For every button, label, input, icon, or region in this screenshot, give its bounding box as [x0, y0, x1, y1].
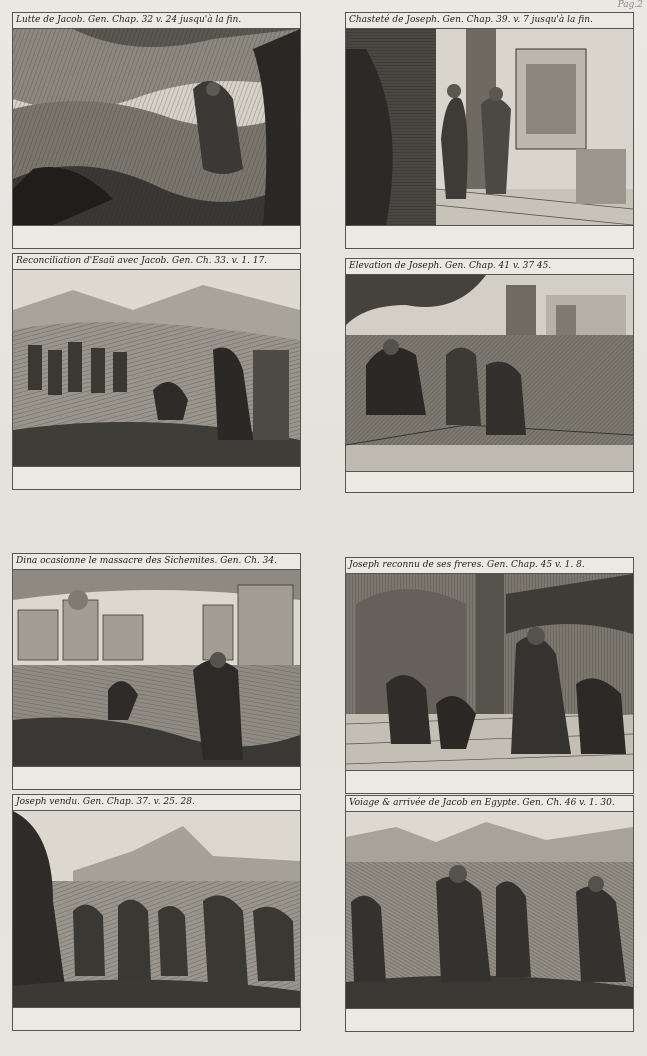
- engraving-jacob-wrestling: [13, 29, 300, 226]
- scene-caption: Lutte de Jacob. Gen. Chap. 32 v. 24 jusqu'à la fin.: [13, 13, 300, 29]
- scene-panel-joseph-recognized: [345, 557, 634, 794]
- scene-panel-jacob-egypt: [345, 795, 634, 1032]
- scene-panel-joseph-chastity: [345, 12, 634, 249]
- scene-caption: Voiage & arrivée de Jacob en Egypte. Gen. Ch. 46 v. 1. 30.: [346, 796, 633, 812]
- scene-caption: Reconciliation d'Esaü avec Jacob. Gen. Ch. 33. v. 1. 17.: [13, 254, 300, 270]
- scene-panel-joseph-elevation: [345, 258, 634, 493]
- engraving-dina-sichemites: [13, 570, 300, 767]
- engraving-joseph-elevation: [346, 275, 633, 472]
- engraving-joseph-sold: [13, 811, 300, 1008]
- engraving-jacob-egypt: [346, 812, 633, 1009]
- scene-panel-dina-sichemites: [12, 553, 301, 790]
- engraving-joseph-chastity: [346, 29, 633, 226]
- scene-panel-jacob-wrestling: [12, 12, 301, 249]
- engraving-esau-reconciliation: [13, 270, 300, 467]
- scene-caption: Chasteté de Joseph. Gen. Chap. 39. v. 7 jusqu'à la fin.: [346, 13, 633, 29]
- page-number: Pag.2: [617, 0, 643, 10]
- scene-caption: Elevation de Joseph. Gen. Chap. 41 v. 37 45.: [346, 259, 633, 275]
- scene-caption: Joseph vendu. Gen. Chap. 37. v. 25. 28.: [13, 795, 300, 811]
- scene-caption: Joseph reconnu de ses freres. Gen. Chap. 45 v. 1. 8.: [346, 558, 633, 574]
- engraving-joseph-recognized: [346, 574, 633, 771]
- scene-panel-joseph-sold: [12, 794, 301, 1031]
- scene-caption: Dina ocasionne le massacre des Sichemites. Gen. Ch. 34.: [13, 554, 300, 570]
- scene-panel-esau-reconciliation: [12, 253, 301, 490]
